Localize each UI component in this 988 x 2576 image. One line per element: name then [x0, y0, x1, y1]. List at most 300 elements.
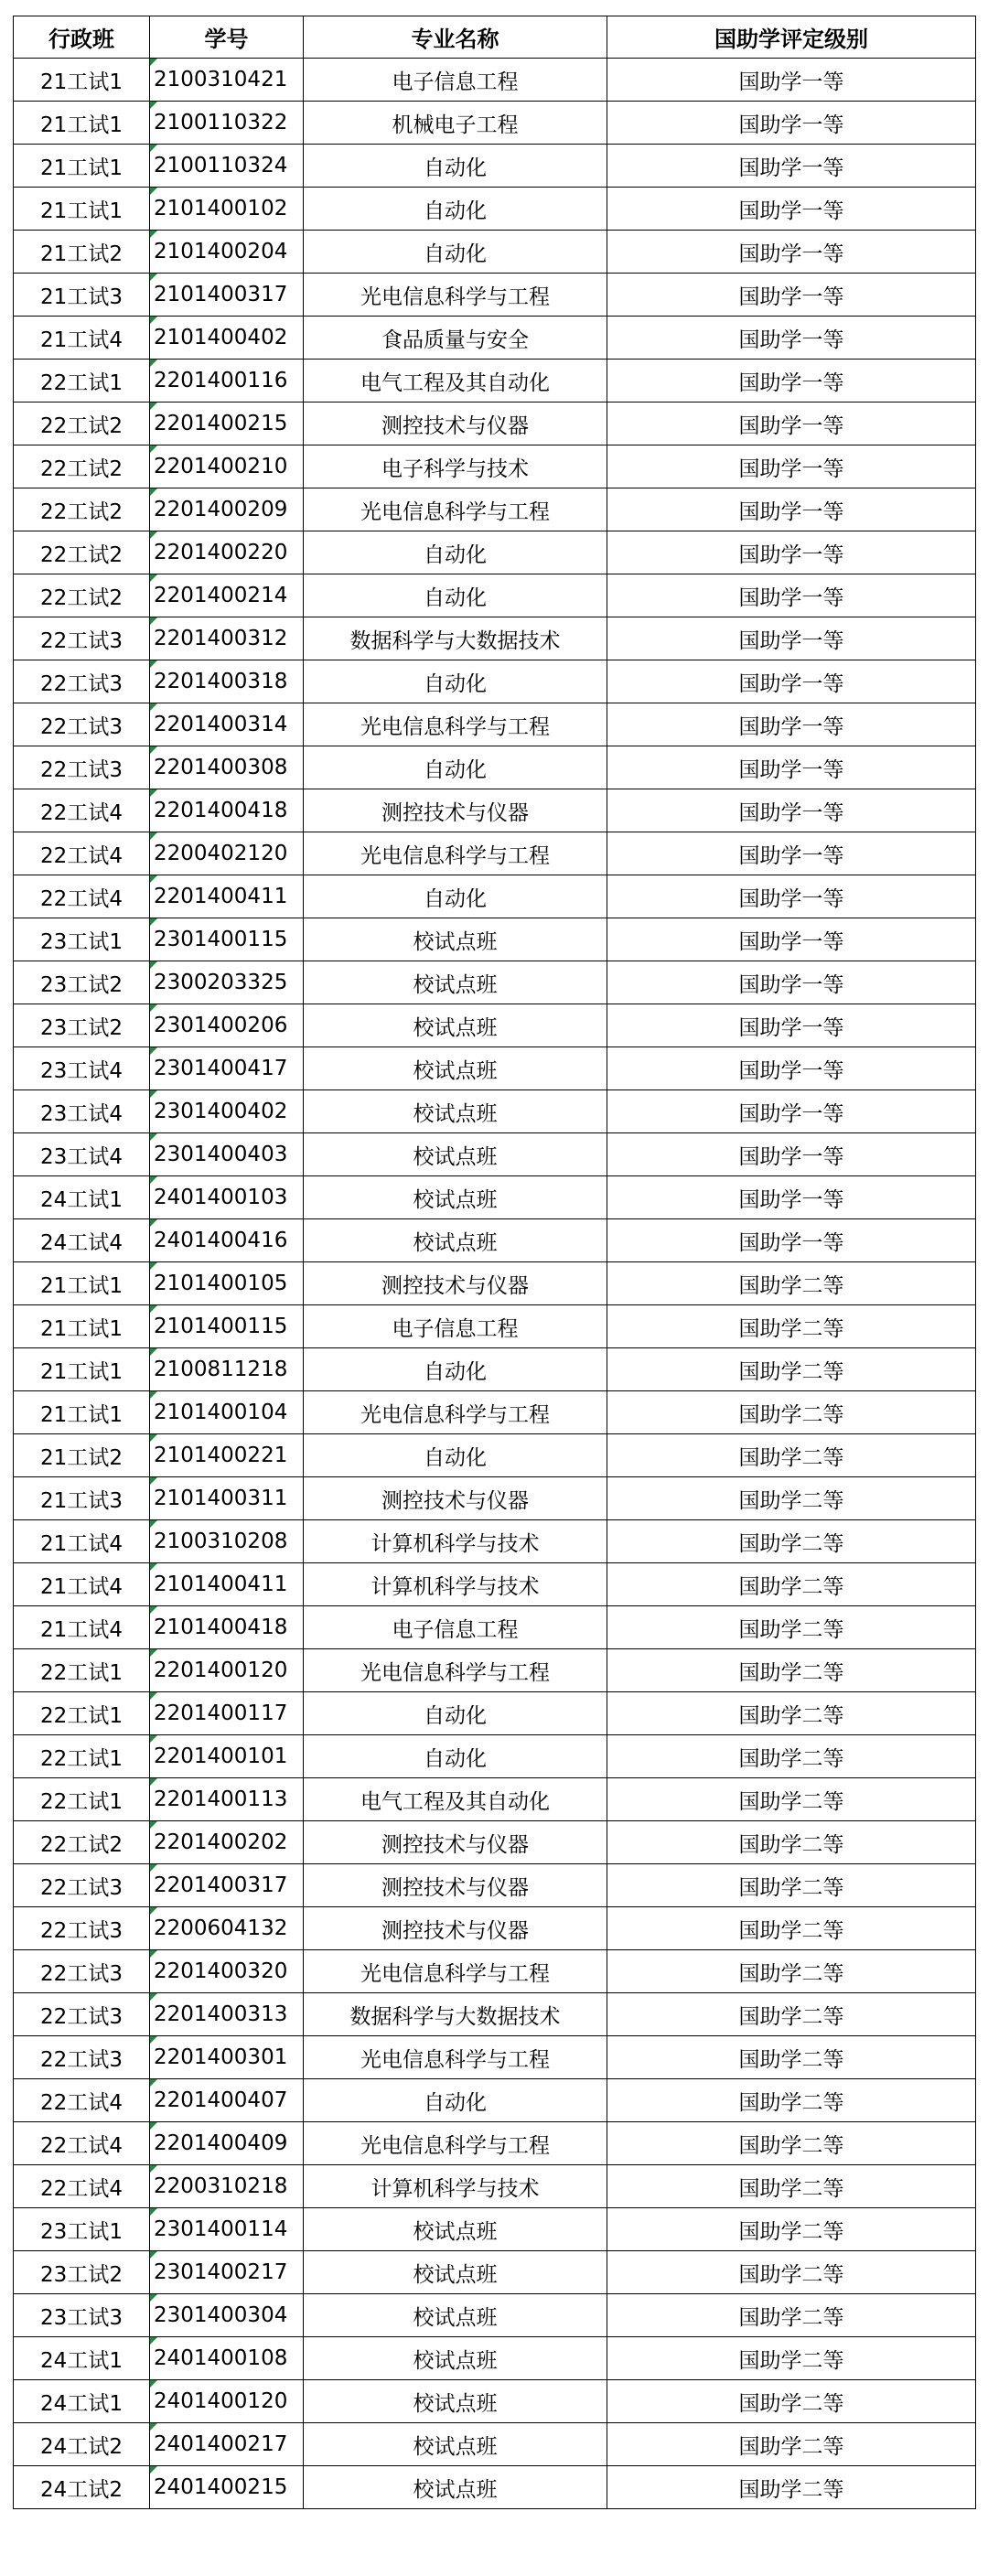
student-id-cell [150, 1004, 304, 1047]
table-row [14, 274, 976, 317]
text-number-flag-icon [150, 617, 157, 625]
table-row [14, 2423, 976, 2466]
major-cell: 光电信息科学与工程 [304, 1950, 607, 1993]
student-id-cell [150, 1821, 304, 1864]
grant-level-cell: 国助学一等 [607, 317, 976, 360]
text-number-flag-icon [150, 703, 157, 711]
grant-level-cell: 国助学一等 [607, 1090, 976, 1133]
class-cell: 22工试2 [14, 445, 150, 488]
major-cell: 光电信息科学与工程 [304, 2122, 607, 2165]
major-cell: 计算机科学与技术 [304, 2165, 607, 2208]
major-cell: 电子信息工程 [304, 1606, 607, 1649]
major-cell: 校试点班 [304, 918, 607, 961]
student-id-text: 2101400102 [154, 197, 288, 220]
class-cell: 24工试1 [14, 1176, 150, 1219]
major-cell: 计算机科学与技术 [304, 1520, 607, 1563]
student-id-cell [150, 1950, 304, 1993]
class-cell: 21工试4 [14, 1606, 150, 1649]
student-id-cell [150, 1563, 304, 1606]
student-id-text: 2201400318 [154, 670, 288, 693]
student-id-cell [150, 1305, 304, 1348]
student-id-text: 2201400308 [154, 756, 288, 779]
text-number-flag-icon [150, 1305, 157, 1313]
student-id-cell [150, 2122, 304, 2165]
grant-level-cell: 国助学二等 [607, 1950, 976, 1993]
grant-level-cell: 国助学一等 [607, 102, 976, 145]
major-cell: 校试点班 [304, 2380, 607, 2423]
grant-level-cell: 国助学一等 [607, 1047, 976, 1090]
class-cell: 24工试4 [14, 1219, 150, 1262]
student-id-cell [150, 1993, 304, 2036]
student-id-text: 2301400114 [154, 2217, 288, 2241]
table-row [14, 617, 976, 660]
student-id-text: 2301400217 [154, 2260, 288, 2284]
grant-list-table [13, 16, 976, 2509]
class-cell: 23工试3 [14, 2294, 150, 2337]
text-number-flag-icon [150, 317, 157, 324]
major-cell: 自动化 [304, 231, 607, 274]
text-number-flag-icon [150, 1520, 157, 1528]
grant-level-cell: 国助学一等 [607, 703, 976, 746]
grant-level-cell: 国助学一等 [607, 488, 976, 531]
text-number-flag-icon [150, 1950, 157, 1958]
student-id-text: 2401400103 [154, 1186, 288, 1209]
student-id-text: 2101400105 [154, 1272, 288, 1295]
class-cell: 24工试1 [14, 2380, 150, 2423]
student-id-text: 2101400411 [154, 1572, 288, 1596]
table-row [14, 1950, 976, 1993]
student-id-text: 2201400101 [154, 1744, 288, 1768]
student-id-cell [150, 789, 304, 832]
student-id-text: 2100110322 [154, 111, 288, 134]
student-id-cell [150, 2251, 304, 2294]
major-cell: 光电信息科学与工程 [304, 1391, 607, 1434]
class-cell: 24工试1 [14, 2337, 150, 2380]
class-cell: 21工试4 [14, 317, 150, 360]
student-id-text: 2401400416 [154, 1229, 288, 1252]
class-cell: 22工试3 [14, 1993, 150, 2036]
table-row [14, 402, 976, 445]
major-cell: 测控技术与仪器 [304, 1907, 607, 1950]
student-id-cell [150, 1219, 304, 1262]
class-cell: 22工试4 [14, 875, 150, 918]
student-id-text: 2101400204 [154, 240, 288, 263]
student-id-cell [150, 360, 304, 402]
grant-level-cell: 国助学一等 [607, 145, 976, 188]
text-number-flag-icon [150, 660, 157, 668]
major-cell: 光电信息科学与工程 [304, 832, 607, 875]
text-number-flag-icon [150, 1219, 157, 1227]
student-id-text: 2301400417 [154, 1057, 288, 1080]
text-number-flag-icon [150, 2380, 157, 2388]
table-row [14, 488, 976, 531]
class-cell: 23工试2 [14, 2251, 150, 2294]
grant-level-cell: 国助学一等 [607, 1219, 976, 1262]
student-id-text: 2201400209 [154, 498, 288, 521]
major-cell: 校试点班 [304, 1004, 607, 1047]
student-id-cell [150, 617, 304, 660]
major-cell: 电气工程及其自动化 [304, 1778, 607, 1821]
major-cell: 测控技术与仪器 [304, 789, 607, 832]
table-row [14, 2036, 976, 2079]
text-number-flag-icon [150, 2423, 157, 2431]
student-id-cell [150, 1735, 304, 1778]
text-number-flag-icon [150, 231, 157, 238]
text-number-flag-icon [150, 2208, 157, 2216]
student-id-text: 2201400215 [154, 412, 288, 435]
student-id-text: 2401400120 [154, 2389, 288, 2413]
grant-level-cell: 国助学二等 [607, 2208, 976, 2251]
student-id-text: 2201400117 [154, 1701, 288, 1725]
text-number-flag-icon [150, 1993, 157, 2001]
table-row [14, 660, 976, 703]
grant-level-cell: 国助学二等 [607, 1649, 976, 1692]
class-cell: 21工试1 [14, 1348, 150, 1391]
major-cell: 测控技术与仪器 [304, 402, 607, 445]
class-cell: 22工试3 [14, 1864, 150, 1907]
table-row [14, 703, 976, 746]
grant-level-cell: 国助学二等 [607, 1262, 976, 1305]
student-id-cell [150, 832, 304, 875]
table-row [14, 1907, 976, 1950]
grant-level-cell: 国助学一等 [607, 188, 976, 231]
text-number-flag-icon [150, 145, 157, 152]
student-id-cell [150, 2466, 304, 2509]
grant-level-cell: 国助学一等 [607, 617, 976, 660]
table-row [14, 1047, 976, 1090]
class-cell: 22工试3 [14, 1907, 150, 1950]
major-cell: 自动化 [304, 746, 607, 789]
grant-level-cell: 国助学一等 [607, 531, 976, 574]
text-number-flag-icon [150, 1563, 157, 1571]
table-row [14, 1864, 976, 1907]
major-cell: 校试点班 [304, 1133, 607, 1176]
text-number-flag-icon [150, 875, 157, 883]
major-cell: 光电信息科学与工程 [304, 274, 607, 317]
student-id-cell [150, 703, 304, 746]
student-id-text: 2101400104 [154, 1401, 288, 1424]
class-cell: 21工试1 [14, 59, 150, 102]
student-id-cell [150, 231, 304, 274]
text-number-flag-icon [150, 918, 157, 926]
student-id-cell [150, 1606, 304, 1649]
grant-level-cell: 国助学二等 [607, 1348, 976, 1391]
student-id-cell [150, 2079, 304, 2122]
table-row [14, 789, 976, 832]
student-id-cell [150, 1864, 304, 1907]
grant-level-cell: 国助学二等 [607, 1864, 976, 1907]
class-cell: 23工试1 [14, 2208, 150, 2251]
text-number-flag-icon [150, 274, 157, 281]
text-number-flag-icon [150, 1047, 157, 1055]
student-id-cell [150, 574, 304, 617]
major-cell: 数据科学与大数据技术 [304, 617, 607, 660]
student-id-cell [150, 2380, 304, 2423]
table-row [14, 2208, 976, 2251]
major-cell: 校试点班 [304, 2423, 607, 2466]
student-id-cell [150, 488, 304, 531]
class-cell: 22工试4 [14, 2165, 150, 2208]
student-id-cell [150, 59, 304, 102]
text-number-flag-icon [150, 188, 157, 195]
class-cell: 22工试3 [14, 2036, 150, 2079]
student-id-cell [150, 2208, 304, 2251]
student-id-cell [150, 2337, 304, 2380]
class-cell: 21工试2 [14, 231, 150, 274]
student-id-cell [150, 188, 304, 231]
grant-level-cell: 国助学二等 [607, 1520, 976, 1563]
student-id-cell [150, 274, 304, 317]
text-number-flag-icon [150, 1391, 157, 1399]
text-number-flag-icon [150, 59, 157, 66]
text-number-flag-icon [150, 1004, 157, 1012]
major-cell: 计算机科学与技术 [304, 1563, 607, 1606]
table-row [14, 2294, 976, 2337]
grant-level-cell: 国助学一等 [607, 832, 976, 875]
student-id-text: 2201400120 [154, 1658, 288, 1682]
student-id-text: 2200310218 [154, 2174, 288, 2198]
table-row [14, 1778, 976, 1821]
text-number-flag-icon [150, 2079, 157, 2087]
student-id-text: 2101400311 [154, 1487, 288, 1510]
class-cell: 24工试2 [14, 2466, 150, 2509]
grant-level-cell: 国助学二等 [607, 1692, 976, 1735]
table-row [14, 1434, 976, 1477]
class-cell: 22工试1 [14, 1735, 150, 1778]
class-cell: 22工试2 [14, 488, 150, 531]
major-cell: 自动化 [304, 1735, 607, 1778]
text-number-flag-icon [150, 102, 157, 109]
student-id-text: 2201400214 [154, 584, 288, 607]
table-row [14, 360, 976, 402]
table-row [14, 1262, 976, 1305]
major-cell: 电气工程及其自动化 [304, 360, 607, 402]
student-id-cell [150, 1047, 304, 1090]
text-number-flag-icon [150, 832, 157, 840]
student-id-text: 2201400409 [154, 2131, 288, 2155]
grant-level-cell: 国助学一等 [607, 231, 976, 274]
student-id-cell [150, 1477, 304, 1520]
student-id-text: 2201400313 [154, 2002, 288, 2026]
text-number-flag-icon [150, 1907, 157, 1915]
student-id-text: 2201400314 [154, 713, 288, 736]
major-cell: 校试点班 [304, 1176, 607, 1219]
student-id-text: 2201400317 [154, 1873, 288, 1897]
table-row [14, 1606, 976, 1649]
student-id-text: 2401400215 [154, 2475, 288, 2499]
major-cell: 校试点班 [304, 2294, 607, 2337]
text-number-flag-icon [150, 360, 157, 367]
student-id-cell [150, 2423, 304, 2466]
student-id-cell [150, 102, 304, 145]
major-cell: 光电信息科学与工程 [304, 1649, 607, 1692]
table-row [14, 2122, 976, 2165]
class-cell: 21工试1 [14, 102, 150, 145]
student-id-cell [150, 1520, 304, 1563]
class-cell: 21工试3 [14, 274, 150, 317]
grant-level-cell: 国助学二等 [607, 1606, 976, 1649]
header-student-id: 学号 [150, 16, 304, 59]
grant-level-cell: 国助学二等 [607, 1434, 976, 1477]
text-number-flag-icon [150, 1649, 157, 1657]
class-cell: 22工试3 [14, 660, 150, 703]
major-cell: 自动化 [304, 1434, 607, 1477]
student-id-text: 2201400202 [154, 1830, 288, 1854]
grant-level-cell: 国助学二等 [607, 2251, 976, 2294]
major-cell: 数据科学与大数据技术 [304, 1993, 607, 2036]
text-number-flag-icon [150, 1606, 157, 1614]
text-number-flag-icon [150, 402, 157, 410]
student-id-text: 2101400115 [154, 1315, 288, 1338]
table-row [14, 1649, 976, 1692]
student-id-cell [150, 531, 304, 574]
grant-level-cell: 国助学一等 [607, 1176, 976, 1219]
text-number-flag-icon [150, 1176, 157, 1184]
table-row [14, 832, 976, 875]
class-cell: 22工试4 [14, 2079, 150, 2122]
major-cell: 食品质量与安全 [304, 317, 607, 360]
student-id-text: 2200402120 [154, 842, 288, 865]
student-id-text: 2301400115 [154, 928, 288, 951]
student-id-text: 2201400210 [154, 455, 288, 478]
student-id-cell [150, 1262, 304, 1305]
major-cell: 自动化 [304, 531, 607, 574]
class-cell: 21工试2 [14, 1434, 150, 1477]
grant-level-cell: 国助学一等 [607, 875, 976, 918]
class-cell: 21工试1 [14, 188, 150, 231]
table-row [14, 1133, 976, 1176]
student-id-cell [150, 918, 304, 961]
table-body [14, 59, 976, 2509]
grant-level-cell: 国助学二等 [607, 2337, 976, 2380]
major-cell: 校试点班 [304, 961, 607, 1004]
student-id-cell [150, 2165, 304, 2208]
student-id-text: 2301400304 [154, 2303, 288, 2327]
text-number-flag-icon [150, 746, 157, 754]
student-id-cell [150, 1434, 304, 1477]
grant-level-cell: 国助学二等 [607, 2294, 976, 2337]
text-number-flag-icon [150, 1434, 157, 1442]
student-id-text: 2101400317 [154, 283, 288, 306]
table-row [14, 1305, 976, 1348]
table-row [14, 2251, 976, 2294]
header-class: 行政班 [14, 16, 150, 59]
student-id-cell [150, 961, 304, 1004]
grant-level-cell: 国助学一等 [607, 59, 976, 102]
student-id-cell [150, 1348, 304, 1391]
class-cell: 23工试1 [14, 918, 150, 961]
class-cell: 21工试4 [14, 1563, 150, 1606]
major-cell: 自动化 [304, 660, 607, 703]
class-cell: 22工试4 [14, 2122, 150, 2165]
table-row [14, 231, 976, 274]
major-cell: 校试点班 [304, 2251, 607, 2294]
major-cell: 测控技术与仪器 [304, 1262, 607, 1305]
table-row [14, 1821, 976, 1864]
text-number-flag-icon [150, 2337, 157, 2345]
major-cell: 测控技术与仪器 [304, 1821, 607, 1864]
class-cell: 24工试2 [14, 2423, 150, 2466]
major-cell: 自动化 [304, 1348, 607, 1391]
student-id-text: 2201400407 [154, 2088, 288, 2112]
header-major: 专业名称 [304, 16, 607, 59]
text-number-flag-icon [150, 2122, 157, 2130]
text-number-flag-icon [150, 2036, 157, 2044]
student-id-cell [150, 1133, 304, 1176]
class-cell: 22工试2 [14, 402, 150, 445]
grant-level-cell: 国助学一等 [607, 402, 976, 445]
grant-level-cell: 国助学二等 [607, 1907, 976, 1950]
major-cell: 自动化 [304, 145, 607, 188]
major-cell: 测控技术与仪器 [304, 1864, 607, 1907]
text-number-flag-icon [150, 1864, 157, 1872]
text-number-flag-icon [150, 1090, 157, 1098]
class-cell: 21工试3 [14, 1477, 150, 1520]
class-cell: 23工试2 [14, 961, 150, 1004]
student-id-cell [150, 1692, 304, 1735]
text-number-flag-icon [150, 445, 157, 453]
student-id-text: 2201400301 [154, 2045, 288, 2069]
student-id-cell [150, 445, 304, 488]
text-number-flag-icon [150, 574, 157, 582]
grant-level-cell: 国助学二等 [607, 1735, 976, 1778]
student-id-text: 2401400108 [154, 2346, 288, 2370]
table-row [14, 1477, 976, 1520]
grant-level-cell: 国助学一等 [607, 574, 976, 617]
student-id-cell [150, 317, 304, 360]
table-row [14, 145, 976, 188]
text-number-flag-icon [150, 2466, 157, 2474]
student-id-cell [150, 660, 304, 703]
text-number-flag-icon [150, 961, 157, 969]
major-cell: 校试点班 [304, 2337, 607, 2380]
text-number-flag-icon [150, 789, 157, 797]
major-cell: 光电信息科学与工程 [304, 703, 607, 746]
class-cell: 22工试3 [14, 703, 150, 746]
grant-level-cell: 国助学二等 [607, 1821, 976, 1864]
grant-level-cell: 国助学一等 [607, 1004, 976, 1047]
grant-level-cell: 国助学一等 [607, 789, 976, 832]
student-id-text: 2200604132 [154, 1916, 288, 1940]
major-cell: 校试点班 [304, 1090, 607, 1133]
text-number-flag-icon [150, 2294, 157, 2302]
table-row [14, 102, 976, 145]
grant-level-cell: 国助学二等 [607, 2036, 976, 2079]
class-cell: 22工试1 [14, 360, 150, 402]
class-cell: 22工试4 [14, 789, 150, 832]
grant-level-cell: 国助学二等 [607, 2466, 976, 2509]
table-row [14, 2380, 976, 2423]
grant-level-cell: 国助学二等 [607, 1305, 976, 1348]
student-id-text: 2201400418 [154, 799, 288, 822]
student-id-text: 2201400220 [154, 541, 288, 564]
class-cell: 22工试1 [14, 1649, 150, 1692]
grant-level-cell: 国助学二等 [607, 2079, 976, 2122]
class-cell: 21工试4 [14, 1520, 150, 1563]
grant-level-cell: 国助学二等 [607, 2380, 976, 2423]
table-row [14, 1004, 976, 1047]
table-row [14, 961, 976, 1004]
class-cell: 22工试3 [14, 617, 150, 660]
class-cell: 23工试4 [14, 1090, 150, 1133]
student-id-text: 2100310208 [154, 1530, 288, 1553]
table-row [14, 2165, 976, 2208]
class-cell: 22工试1 [14, 1778, 150, 1821]
grant-level-cell: 国助学二等 [607, 1778, 976, 1821]
grant-level-cell: 国助学一等 [607, 918, 976, 961]
student-id-cell [150, 1176, 304, 1219]
class-cell: 23工试4 [14, 1133, 150, 1176]
